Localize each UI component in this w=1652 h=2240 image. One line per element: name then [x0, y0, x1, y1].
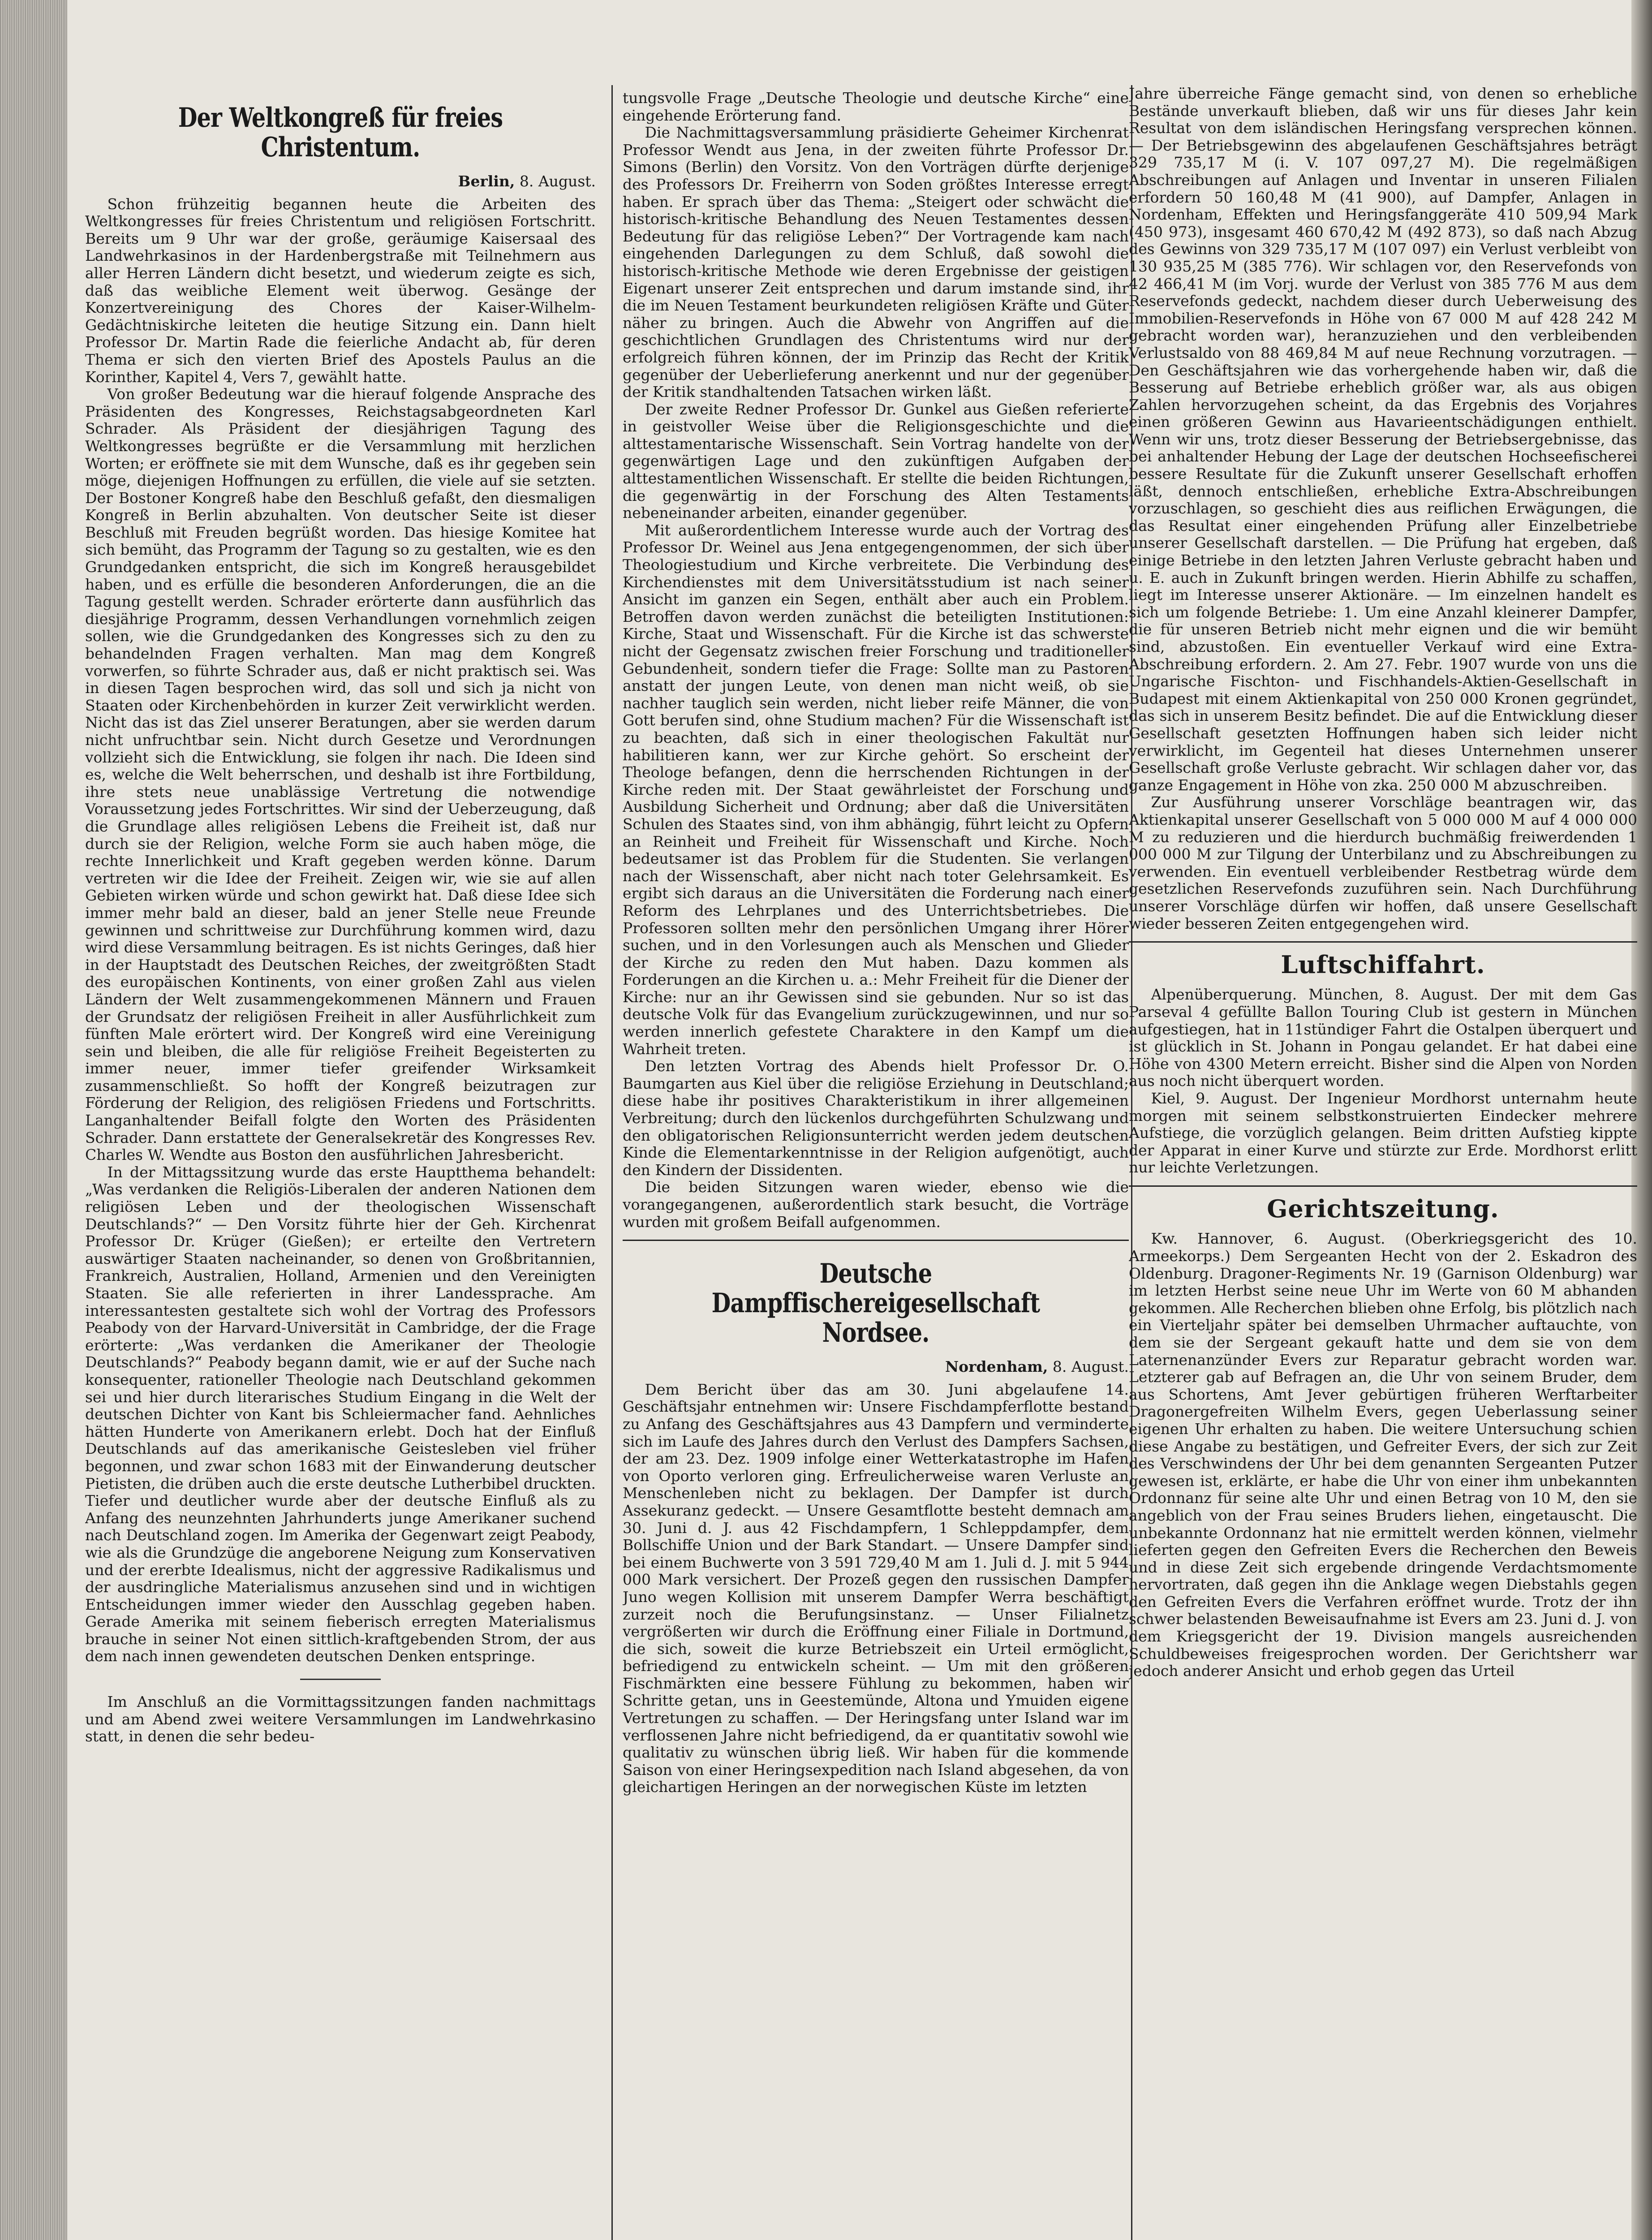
paragraph: Zur Ausführung unserer Vorschläge beantragen wir, das Aktienkapital unserer Gesellschaft von 5 000 000 M auf 4 000 000 M zu reduzieren und die hierdurch buchmäßig freiwerdenden 1 000 000 M zur Tilgung der Unterbilanz und zu Abschreibungen zu verwenden. Ein eventuell verbleibender Restbetrag würde dem gesetzlichen Reservefonds zuzuführen sein. Nach Durchführung unserer Vorschläge dürfen wir hoffen, daß unsere Gesellschaft wieder besseren Zeiten entgegengehen wird.	[1129, 793, 1637, 932]
paragraph: Kiel, 9. August. Der Ingenieur Mordhorst unternahm heute morgen mit seinem selbstkonstruierten Eindecker mehrere Aufstiege, die vorzüglich gelangen. Beim dritten Aufstieg kippte der Apparat in einer Kurve und stürzte zur Erde. Mordhorst erlitt nur leichte Verletzungen.	[1129, 1090, 1637, 1176]
paragraph: Schon frühzeitig begannen heute die Arbeiten des Weltkongresses für freies Christentum und religiösen Fortschritt. Bereits um 9 Uhr war der große, geräumige Kaisersaal des Landwehrkasinos in der Hardenbergstraße mit Teilnehmern aus aller Herren Ländern dicht besetzt, und wiederum zeigte es sich, daß das weibliche Element weit überwog. Gesänge der Konzertvereinigung des Chores der Kaiser-Wilhelm-Gedächtniskirche leiteten die heutige Sitzung ein. Dann hielt Professor Dr. Martin Rade die feierliche Andacht ab, für deren Thema er sich den vierten Brief des Apostels Paulus an die Korinther, Kapitel 4, Vers 7, gewählt hatte.	[85, 195, 596, 386]
article-separator	[1129, 941, 1637, 943]
paragraph: Die Nachmittagsversammlung präsidierte Geheimer Kirchenrat Professor Wendt aus Jena, in der zweiten führte Professor Dr. Simons (Berlin) den Vorsitz. Von den Vorträgen dürfte derjenige des Professors Dr. Freiherrn von Soden größtes Interesse erregt haben. Er sprach über das Thema: „Steigert oder schwächt die historisch-kritische Behandlung des Neuen Testamentes dessen Bedeutung für das religiöse Leben?“ Der Vortragende kam nach eingehenden Darlegungen zu dem Schluß, daß sowohl die historisch-kritische Methode wie deren Ergebnisse der geistigen Eigenart unserer Zeit entsprechen und darum imstande sind, ihr die im Neuen Testament beurkundeten religiösen Kräfte und Güter näher zu bringen. Auch die Abwehr von Angriffen auf die geschichtlichen Grundlagen des Christentums wird nur der erfolgreich führen können, der im Prinzip das Recht der Kritik gegenüber der Ueberlieferung anerkennt und nur der gegenüber der Kritik standhaltenden Tatsachen wirken läßt.	[623, 124, 1129, 401]
dateline-nordenham	[623, 1358, 1129, 1376]
column-1	[85, 85, 596, 2240]
paragraph: Den letzten Vortrag des Abends hielt Professor Dr. O. Baumgarten aus Kiel über die religiöse Erziehung in Deutschland; diese habe ihr positives Charakteristikum in ihrer allgemeinen Verbreitung; durch den lückenlos durchgeführten Schulzwang und den obligatorischen Religionsunterricht werden jedem deutschen Kinde die Elementarkenntnisse in der Religion aufgenötigt, auch den Kindern der Dissidenten.	[623, 1057, 1129, 1179]
section-separator	[300, 1679, 381, 1680]
section-title-luftschiffahrt: Luftschiffahrt.	[1281, 950, 1485, 979]
paragraph: tungsvolle Frage „Deutsche Theologie und deutsche Kirche“ eine eingehende Erörterung fand.	[623, 89, 1129, 124]
paragraph: Kw. Hannover, 6. August. (Oberkriegsgericht des 10. Armeekorps.) Dem Sergeanten Hecht von der 2. Eskadron des Oldenburg. Dragoner-Regiments Nr. 19 (Garnison Oldenburg) war im letzten Herbst seine neue Uhr im Werte von 60 M abhanden gekommen. Alle Recherchen blieben ohne Erfolg, bis plötzlich nach ein Vierteljahr später bei demselben Uhrmacher auftauchte, von dem sie der Sergeant gekauft hatte und dem sie von dem Laternenanzünder Evers zur Reparatur gebracht worden war. Letzterer gab auf Befragen an, die Uhr von seinem Bruder, dem aus Schortens, Amt Jever gebürtigen früheren Werftarbeiter Dragonergefreiten Wilhelm Evers, gegen Ueberlassung seiner eigenen Uhr erhalten zu haben. Die weitere Untersuchung schien diese Angabe zu bestätigen, und Gefreiter Evers, der sich zur Zeit des Verschwindens der Uhr bei dem genannten Sergeanten Putzer gewesen ist, erklärte, er habe die Uhr von einer ihm unbekannten Ordonnanz für seine alte Uhr und einen Betrag von 10 M, den sie angeblich von der Frau seines Bruders liehen, eingetauscht. Die unbekannte Ordonnanz hat nie ermittelt werden können, vielmehr lieferten gegen den Gefreiten Evers die Recherchen den Beweis und in diese Zeit sich ergebende dringende Verdachtsmomente hervortraten, daß gegen ihn die Anklage wegen Diebstahls gegen den Gefreiten Evers die Verfahren eröffnet wurde. Trotz der ihn schwer belastenden Beweisaufnahme ist Evers am 23. Juni d. J. von dem Kriegsgericht der 19. Division mangels ausreichenden Schuldbeweises freigesprochen worden. Der Gerichtsherr war jedoch anderer Ansicht und erhob gegen das Urteil	[1129, 1230, 1637, 1680]
paragraph: Von großer Bedeutung war die hierauf folgende Ansprache des Präsidenten des Kongresses, Reichstagsabgeordneten Karl Schrader. Als Präsident der diesjährigen Tagung des Weltkongresses begrüßte er die Versammlung mit herzlichen Worten; er eröffnete sie mit dem Wunsche, daß es ihr gegeben sein möge, diejenigen Hoffnungen zu erfüllen, die viele auf sie setzten. Der Bostoner Kongreß habe den Beschluß gefaßt, den diesmaligen Kongreß in Berlin abzuhalten. Von deutscher Seite ist dieser Beschluß mit Freuden begrüßt worden. Das hiesige Komitee hat sich bemüht, das Programm der Tagung so zu gestalten, wie es den Grundgedanken entspricht, die sich im Kongreß herausgebildet haben, und es erfülle die besonderen Anforderungen, die an die Tagung gestellt werden. Schrader erörterte dann ausführlich das diesjährige Programm, dessen Verhandlungen vornehmlich zeigen sollen, wie die Grundgedanken des Kongresses sich zu den zu behandelnden Fragen verhalten. Man mag dem Kongreß vorwerfen, so führte Schrader aus, daß er nicht praktisch sei. Was in diesen Tagen besprochen wird, das soll und sich ja nicht von Staaten oder Kirchenbehörden in kurzer Zeit verwirklicht werden. Nicht das ist das Ziel unserer Beratungen, aber sie werden darum nicht unfruchtbar sein. Nicht durch Gesetze und Verordnungen vollzieht sich die Entwicklung, sie folgen ihr nach. Die Ideen sind es, welche die Welt beherrschen, und deshalb ist ihre Fortbildung, ihre stets neue unablässige Vertretung die notwendige Voraussetzung jedes Fortschrittes. Wir sind der Ueberzeugung, daß die Grundlage alles religiösen Lebens die Freiheit ist, daß nur durch sie der Religion, welche Form sie auch haben möge, die rechte Innerlichkeit und Kraft gegeben werden könne. Darum vertreten wir die Idee der Freiheit. Zeigen wir, wie sie auf allen Gebieten wirken würde und schon gewirkt hat. Daß diese Idee sich immer mehr bald an dieser, bald an jener Stelle neue Freunde gewinnen und schrittweise zur Durchführung kommen wird, dazu wird diese Versammlung beitragen. Es ist nichts Geringes, daß hier in der Hauptstadt des Deutschen Reiches, der zweitgrößten Stadt des europäischen Kontinents, von einer großen Zahl aus vielen Ländern der Welt zusammengekommenen Männern und Frauen der Grundsatz der religiösen Freiheit in aller Ausführlichkeit zum fünften Male erörtert wird. Der Kongreß wird eine Vereinigung sein und bleiben, die alle für religiöse Freiheit Begeisterten zu immer neuer, immer tiefer greifender Wirksamkeit zusammenschließt. So hofft der Kongreß beizutragen zur Förderung der Religion, des religiösen Friedens und Fortschritts. Langanhaltender Beifall folgte den Worten des Präsidenten Schrader. Dann erstattete der Generalsekretär des Kongresses Rev. Charles W. Wendte aus Boston den ausführlichen Jahresbericht.	[85, 385, 596, 1164]
dateline-place: Nordenham,	[945, 1358, 1048, 1376]
dateline-date: 8. August.	[1052, 1358, 1129, 1376]
article-title-weltkongress: Der Weltkongreß für freies Christentum.	[178, 102, 503, 163]
article-separator	[1129, 1185, 1637, 1187]
section-title-gerichtszeitung: Gerichtszeitung.	[1267, 1194, 1499, 1223]
paragraph: Alpenüberquerung. München, 8. August. Der mit dem Gas Parseval 4 gefüllte Ballon Touring Club ist gestern in München aufgestiegen, hat in 11stündiger Fahrt die Ostalpen überquert und ist glücklich in St. Johann in Pongau gelandet. Er hat dabei eine Höhe von 4300 Metern erreicht. Bisher sind die Alpen von Norden aus noch nicht überquert worden.	[1129, 986, 1637, 1090]
paragraph: Im Anschluß an die Vormittagssitzungen fanden nachmittags und am Abend zwei weitere Versammlungen im Landwehrkasino statt, in denen die sehr bedeu-	[85, 1693, 596, 1745]
column-divider-1	[611, 85, 613, 2240]
dateline-date: 8. August.	[519, 172, 596, 190]
paragraph: Dem Bericht über das am 30. Juni abgelaufene 14. Geschäftsjahr entnehmen wir: Unsere Fischdampferflotte bestand zu Anfang des Geschäftsjahres aus 43 Dampfern und verminderte sich im Laufe des Jahres durch den Verlust des Dampfers Sachsen, der am 23. Dez. 1909 infolge einer Wetterkatastrophe im Hafen von Oporto verloren ging. Erfreulicherweise waren Verluste an Menschenleben nicht zu beklagen. Der Dampfer ist durch Assekuranz gedeckt. — Unsere Gesamtflotte besteht demnach am 30. Juni d. J. aus 42 Fischdampfern, 1 Schleppdampfer, dem Bollschiffe Union und der Bark Standart. — Unsere Dampfer sind bei einem Buchwerte von 3 591 729,40 M am 1. Juli d. J. mit 5 944 000 Mark versichert. Der Prozeß gegen den russischen Dampfer Juno wegen Kollision mit unserem Dampfer Werra beschäftigt zurzeit noch die Berufungsinstanz. — Unser Filialnetz vergrößerten wir durch die Eröffnung einer Filiale in Dortmund, die sich, soweit die kurze Betriebszeit ein Urteil ermöglicht, befriedigend zu entwickeln scheint. — Um mit den größeren Fischmärkten eine bessere Fühlung zu bekommen, haben wir Schritte getan, uns in Geestemünde, Altona und Ymuiden eigene Vertretungen zu schaffen. — Der Heringsfang unter Island war im verflossenen Jahre nicht befriedigend, da er quantitativ sowohl wie qualitativ zu wünschen übrig ließ. Wir haben für die kommende Saison von einer Heringsexpedition nach Island abgesehen, da von gleichartigen Heringen an der norwegischen Küste im letzten	[623, 1380, 1129, 1796]
paragraph: Jahre überreiche Fänge gemacht sind, von denen so erhebliche Bestände unverkauft blieben, daß wir uns für dieses Jahr kein Resultat von dem isländischen Heringsfang versprechen können. — Der Betriebsgewinn des abgelaufenen Geschäftsjahres beträgt 329 735,17 M (i. V. 107 097,27 M). Die regelmäßigen Abschreibungen auf Anlagen und Inventar in unseren Filialen erfordern 50 160,48 M (41 900), auf Dampfer, Anlagen in Nordenham, Effekten und Heringsfanggeräte 410 509,94 Mark (450 973), insgesamt 460 670,42 M (492 873), so daß nach Abzug des Gewinns von 329 735,17 M (107 097) ein Verlust verbleibt von 130 935,25 M (385 776). Wir schlagen vor, den Reservefonds von 42 466,41 M (im Vorj. wurde der Verlust von 385 776 M aus dem Reservefonds gedeckt, nachdem dieser durch Ueberweisung des Immobilien-Reservefonds in Höhe von 67 000 M auf 428 242 M gebracht worden war), heranzuziehen und den verbleibenden Verlustsaldo von 88 469,84 M auf neue Rechnung vorzutragen. — Den Geschäftsjahren wie das vorhergehende haben wir, daß die Besserung auf Betriebe erheblich größer war, als aus obigen Zahlen hervorzugehen scheint, da das Ergebnis des Vorjahres einen größeren Gewinn aus Havarieentschädigungen enthielt. Wenn wir uns, trotz dieser Besserung der Betriebsergebnisse, das bei anhaltender Hebung der Lage der deutschen Hochseefischerei bessere Resultate für die Zukunft unserer Gesellschaft erhoffen läßt, dennoch entschließen, erhebliche Extra-Abschreibungen vorzuschlagen, so geschieht dies aus reiflichen Erwägungen, die das Resultat einer eingehenden Prüfung aller Einzelbetriebe unserer Gesellschaft darstellen. — Die Prüfung hat ergeben, daß einige Betriebe in den letzten Jahren Verluste gebracht haben und u. E. auch in Zukunft bringen werden. Hierin Abhilfe zu schaffen, liegt im Interesse unserer Aktionäre. — Im einzelnen handelt es sich um folgende Betriebe: 1. Um eine Anzahl kleinerer Dampfer, die für unseren Betrieb nicht mehr eignen und die wir bemüht sind, abzustoßen. Ein eventueller Verkauf wird eine Extra-Abschreibung erfordern. 2. Am 27. Febr. 1907 wurde von uns die Ungarische Fischton- und Fischhandels-Aktien-Gesellschaft in Budapest mit einem Aktienkapital von 250 000 Kronen gegründet, das sich in unserem Besitz befindet. Die auf die Entwicklung dieser Gesellschaft gesetzten Hoffnungen haben sich leider nicht verwirklicht, im Gegenteil hat dieses Unternehmen unserer Gesellschaft große Verluste gebracht. Wir schlagen daher vor, das ganze Engagement in Höhe von zka. 250 000 M abzuschreiben.	[1129, 85, 1637, 794]
article-title-nordsee: Deutsche Dampffischereigesellschaft Nordsee.	[711, 1258, 1040, 1349]
paragraph: In der Mittagssitzung wurde das erste Hauptthema behandelt: „Was verdanken die Religiös-Liberalen der anderen Nationen dem religiösen Leben und der theologischen Wissenschaft Deutschlands?“ — Den Vorsitz führte hier der Geh. Kirchenrat Professor Dr. Krüger (Gießen); er erteilte den Vertretern auswärtiger Staaten nacheinander, so denen von Großbritannien, Frankreich, Australien, Holland, Armenien und den Vereinigten Staaten. Sie alle referierten in ihrer Landessprache. Am interessantesten gestaltete sich wohl der Vortrag des Professors Peabody von der Harvard-Universität in Cambridge, der die Frage erörterte: „Was verdanken die Amerikaner der Theologie Deutschlands?“ Peabody begann damit, wie er auf der Suche nach konsequenter, rationeller Theologie nach Deutschland gekommen sei und hier durch literarisches Studium Eingang in die Welt der deutschen Dichter von Kant bis Schleiermacher fand. Aehnliches hätten Hunderte von Amerikanern erlebt. Doch hat der Einfluß Deutschlands auf das amerikanische Geistesleben viel früher begonnen, und zwar schon 1683 mit der Einwanderung deutscher Pietisten, die drüben auch die erste deutsche Lutherbibel druckten. Tiefer und deutlicher wurde aber der deutsche Einfluß als zu Anfang des neunzehnten Jahrhunderts junge Amerikaner suchend nach Deutschland zogen. Im Amerika der Gegenwart zeigt Peabody, wie als die Grundzüge die angeborene Neigung zum Konservativen und der ererbte Idealismus, nicht der aggressive Radikalismus und der ausdringliche Materialismus anzusehen sind und in wichtigen Entscheidungen immer wieder den Ausschlag gegeben haben. Gerade Amerika mit seinem fieberisch erregten Materialismus brauche in seiner Not einen sittlich-kraftgebenden Strom, der aus dem nach innen gewendeten deutschen Denken entspringe.	[85, 1163, 596, 1665]
book-page-stack	[0, 0, 67, 2240]
dateline-place: Berlin,	[458, 172, 515, 190]
weltkongress-continuation	[623, 90, 1129, 1231]
paragraph: Mit außerordentlichem Interesse wurde auch der Vortrag des Professor Dr. Weinel aus Jena entgegengenommen, der sich über Theologiestudium und Kirche verbreitete. Die Verbindung des Kirchendienstes mit dem Universitätsstudium ist nach seiner Ansicht im ganzen ein Segen, enthält aber auch ein Problem. Betroffen davon werden zunächst die beteiligten Institutionen: Kirche, Staat und Wissenschaft. Für die Kirche ist das schwerste nicht der Gegensatz zwischen freier Forschung und traditioneller Gebundenheit, sondern tiefer die Frage: Sollte man zu Pastoren anstatt der jungen Leute, von denen man nicht weiß, ob sie nachher tauglich sein werden, nicht lieber reife Männer, die von Gott berufen sind, ohne Studium machen? Für die Wissenschaft ist zu beachten, daß sich in einer theologischen Fakultät nur habilitieren kann, wer zur Kirche gehört. So erscheint der Theologe befangen, denn die herrschenden Richtungen in der Kirche reden mit. Der Staat gewährleistet der Forschung und Ausbildung Sicherheit und Ordnung; aber daß die Universitäten Schulen des Staates sind, von ihm abhängig, führt leicht zu Opfern an Reinheit und Freiheit für Wissenschaft und Kirche. Noch bedeutsamer ist das Problem für die Studenten. Sie verlangen nach der Wissenschaft, aber nicht nach toter Gelehrsamkeit. Es ergibt sich daraus an die Universitäten die Forderung nach einer Reform des Lehrplanes und des Unterrichtsbetriebes. Die Professoren sollten mehr den persönlichen Umgang ihrer Hörer suchen, und in den Vorlesungen auch als Menschen und Glieder der Kirche zu reden den Mut haben. Dazu kommen als Forderungen an die Kirchen u. a.: Mehr Freiheit für die Diener der Kirche: nur an ihr Gewissen sind sie gebunden. Nur so ist das deutsche Volk für das Evangelium zurückzugewinnen, und nur so werden innerlich gefestete Charaktere in den Kampf um die Wahrheit treten.	[623, 521, 1129, 1058]
column-3	[1129, 85, 1637, 2240]
paragraph: Die beiden Sitzungen waren wieder, ebenso wie die vorangegangenen, außerordentlich stark besucht, die Vorträge wurden mit großem Beifall aufgenommen.	[623, 1178, 1129, 1231]
column-2	[623, 85, 1129, 2240]
dateline-berlin	[85, 173, 596, 190]
article-separator	[623, 1240, 1129, 1241]
paragraph: Der zweite Redner Professor Dr. Gunkel aus Gießen referierte in geistvoller Weise über die Religionsgeschichte und die alttestamentarische Wissenschaft. Sein Vortrag handelte von der gegenwärtigen Lage und den zukünftigen Aufgaben der alttestamentlichen Wissenschaft. Er stellte die beiden Richtungen, die gegenwärtig in der Forschung des Alten Testaments nebeneinander arbeiten, einander gegenüber.	[623, 400, 1129, 522]
